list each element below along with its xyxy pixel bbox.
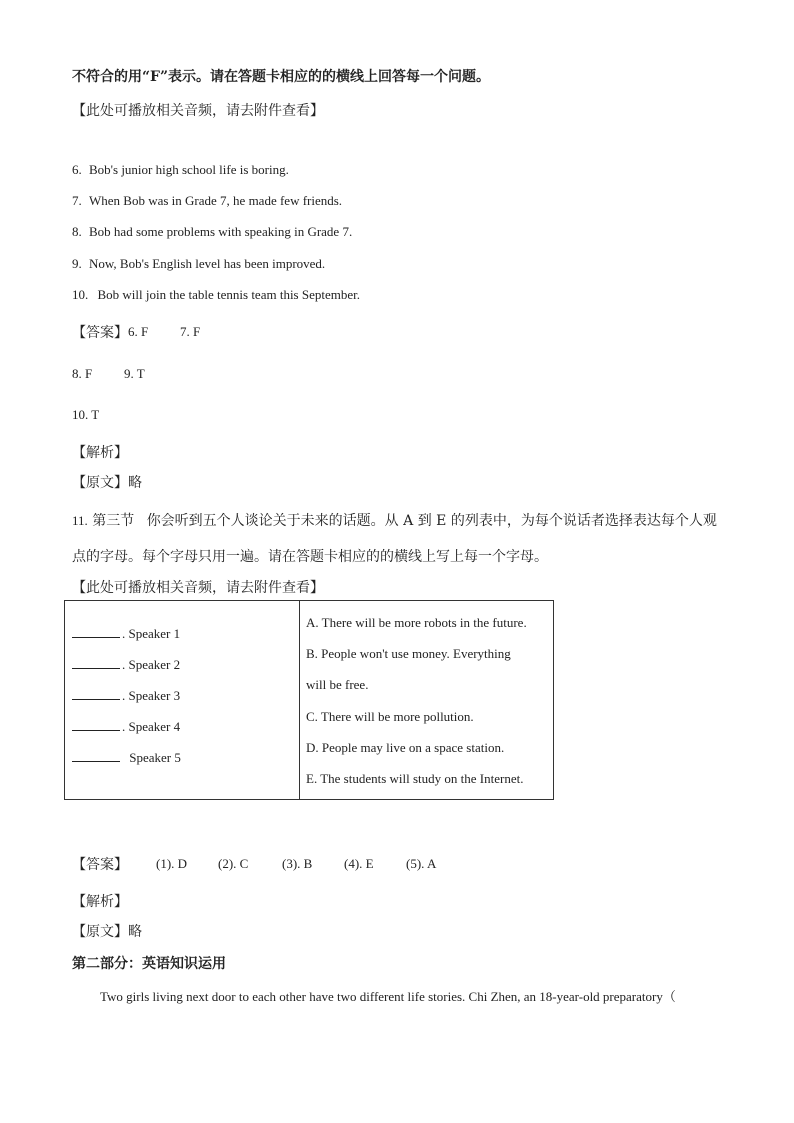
statement-8 <box>72 224 352 240</box>
speaker-sep: . <box>122 719 126 734</box>
audio-note: 【此处可播放相关音频，请去附件查看】 <box>72 103 324 119</box>
statement-text: Bob will join the table tennis team this September. <box>97 287 360 302</box>
statement-text: Bob had some problems with speaking in Grade 7. <box>89 224 353 239</box>
original-text: 略 <box>128 475 142 491</box>
statement-text: When Bob was in Grade 7, he made few friends. <box>89 193 343 208</box>
speaker-label: Speaker 3 <box>128 688 181 703</box>
option-c: C. There will be more pollution. <box>306 709 474 724</box>
speaker-label: Speaker 4 <box>128 719 181 734</box>
speaker-row-3 <box>72 688 180 704</box>
answer-blank[interactable] <box>72 719 120 731</box>
answer-tag: 【答案】 <box>72 325 128 341</box>
speaker-sep: . <box>122 688 126 703</box>
answer-8: 8. F <box>72 366 93 381</box>
statement-10 <box>72 287 360 303</box>
statement-number: 7. <box>72 193 82 208</box>
answer-tag: 【答案】 <box>72 857 128 873</box>
speaker-row-4 <box>72 719 180 735</box>
speaker-label: Speaker 5 <box>129 750 181 765</box>
question-11-line-2: 点的字母。每个字母只用一遍。请在答题卡相应的的横线上写上每一个字母。 <box>72 549 548 565</box>
statement-6 <box>72 162 289 178</box>
option-b-cont: will be free. <box>306 677 369 692</box>
original-text: 略 <box>128 924 142 940</box>
statement-text: Now, Bob's English level has been improved. <box>89 256 326 271</box>
original-tag: 【原文】 <box>72 924 128 940</box>
question-number: 11. <box>72 513 88 528</box>
answer-blank[interactable] <box>72 750 120 762</box>
statement-number: 10. <box>72 287 89 302</box>
original-text-line <box>72 472 142 492</box>
option-b: B. People won't use money. Everything <box>306 646 511 661</box>
option-d: D. People may live on a space station. <box>306 740 505 755</box>
speaker-label: Speaker 1 <box>128 626 181 641</box>
answer-6: 6. F <box>128 324 149 339</box>
speaker-sep: . <box>122 657 126 672</box>
answer-5: (5). A <box>406 856 437 871</box>
answer-4: (4). E <box>344 856 374 871</box>
speaker-sep: . <box>122 626 126 641</box>
instruction-line: 不符合的用“F”表示。请在答题卡相应的的横线上回答每一个问题。 <box>72 69 491 85</box>
question-11-line-1 <box>72 510 717 530</box>
passage-first-line: Two girls living next door to each other have two different life stories. Chi Zhen, an 18-year-old preparatory（ <box>100 989 676 1004</box>
statement-number: 9. <box>72 256 82 271</box>
statement-9 <box>72 256 325 272</box>
answer-blank[interactable] <box>72 688 120 700</box>
option-e: E. The students will study on the Internet. <box>306 771 524 786</box>
audio-note: 【此处可播放相关音频，请去附件查看】 <box>72 580 324 596</box>
original-text-line <box>72 921 142 941</box>
question-text: 你会听到五个人谈论关于未来的话题。从 A 到 E 的列表中，为每个说话者选择表达每个人观 <box>146 513 717 529</box>
statement-7 <box>72 193 342 209</box>
answer-3: (3). B <box>282 856 313 871</box>
answer-blank[interactable] <box>72 657 120 669</box>
original-tag: 【原文】 <box>72 475 128 491</box>
analysis-label: 【解析】 <box>72 445 128 461</box>
answer-1: (1). D <box>156 856 188 871</box>
answer-7: 7. F <box>180 324 201 339</box>
statement-number: 8. <box>72 224 82 239</box>
speaker-label: Speaker 2 <box>128 657 181 672</box>
option-a: A. There will be more robots in the future. <box>306 615 527 630</box>
speaker-row-1 <box>72 626 180 642</box>
section-label: 第三节 <box>92 513 135 529</box>
answer-10: 10. T <box>72 407 100 422</box>
analysis-label: 【解析】 <box>72 894 128 910</box>
answer-2: (2). C <box>218 856 249 871</box>
part-heading: 第二部分：英语知识运用 <box>72 956 226 972</box>
speaker-row-2 <box>72 657 180 673</box>
statement-number: 6. <box>72 162 82 177</box>
statement-text: Bob's junior high school life is boring. <box>89 162 289 177</box>
speaker-row-5 <box>72 750 181 766</box>
answer-blank[interactable] <box>72 626 120 638</box>
answer-9: 9. T <box>124 366 145 381</box>
